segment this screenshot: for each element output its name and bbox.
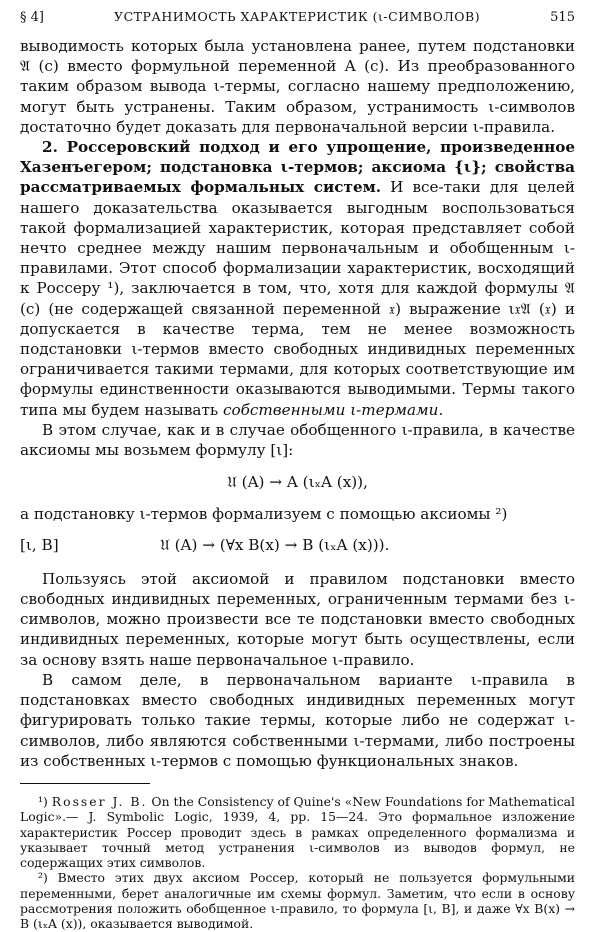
formula-expression: 𝔘 (A) → (∀x B(x) → B (ιₓA (x))). <box>160 535 390 554</box>
term-own-iota-terms: собственными ι-термами <box>222 400 439 419</box>
footnote-1 <box>20 794 575 870</box>
paragraph-6: В самом деле, в первоначальном варианте ι-правила в подстановках вместо свободных индивидных переменных могут фигурировать только такие термы, которые либо не содержат ι-символов, либо являются собственными ι-термами, либо построены из собственных ι-термов с помощью функциональных знаков. <box>20 670 575 770</box>
main-text <box>20 36 575 771</box>
paragraph-2-text: И все-таки для целей нашего доказательства оказывается выгодным воспользоваться такой формализацией характеристик, которая представляет собой нечто среднее между нашим первоначальным и обобщенным ι-правилами. Этот способ формализации характеристик, восходящий к Россеру ¹), заключается в том, что, хотя для каждой формулы 𝔄 (c) (не содержащей связанной переменной 𝔵) выражение ι𝔵𝔄 (𝔵) и допускается в качестве терма, тем не менее возможность подстановки ι-термов вместо свободных индивидных переменных ограничивается такими термами, для которых соответствующие им формулы единственности оказываются выводимыми. Термы такого типа мы будем называть <box>20 178 575 419</box>
footnote-divider <box>20 783 150 784</box>
subsection-heading: 2. Россеровский подход и его упрощение, произведенное Хазенъегером; подстановка ι-термов; аксиома {ι}; свойства рассматриваемых формальных систем. <box>20 138 575 197</box>
paragraph-2 <box>20 137 575 420</box>
formula-label: [ι, B] <box>20 535 59 554</box>
footnote-2-mark: ²) <box>38 870 48 886</box>
page-number: 515 <box>550 10 575 25</box>
paragraph-5: Пользуясь этой аксиомой и правилом подстановки вместо свободных индивидных переменных, ограниченным термами без ι-символов, можно произвести все те подстановки вместо свободных индивидных переменных, которые могут быть осуществлены, если за основу взять наше первоначальное ι-правило. <box>20 569 575 669</box>
section-marker: § 4] <box>20 10 44 25</box>
footnotes <box>20 794 575 932</box>
paragraph-3: В этом случае, как и в случае обобщенного ι-правила, в качестве аксиомы мы возьмем формулу [ι]: <box>20 420 575 460</box>
paragraph-1: выводимость которых была установлена ранее, путем подстановки 𝔄 (c) вместо формульной переменной A (c). Из преобразованного таким образом вывода ι-термы, согласно нашему предположению, могут быть устранены. Таким образом, устранимость ι-символов достаточно будет доказать для первоначальной версии ι-правила. <box>20 37 575 136</box>
running-title: УСТРАНИМОСТЬ ХАРАКТЕРИСТИК (ι-СИМВОЛОВ) <box>114 9 481 24</box>
paragraph-4: а подстановку ι-термов формализуем с помощью аксиомы ²) <box>20 505 508 524</box>
footnote-2 <box>20 870 575 931</box>
footnote-1-mark: ¹) <box>38 793 48 809</box>
paragraph-2-end: . <box>438 400 444 419</box>
footnote-2-text: Вместо этих двух аксиом Россер, который не пользуется формульными переменными, берет аналогичные им схемы формул. Заметим, что если в основу рассмотрения положить обобщенное ι-правило, то формула [ι, B], и даже ∀x B(x) → B (ιₓA (x)), оказывается выводимой. <box>20 870 575 932</box>
formula-iota-b-axiom <box>20 535 575 555</box>
footnote-1-author: Rosser J. B. <box>51 793 148 809</box>
footnote-1-text: On the Consistency of Quine's «New Foundations for Mathematical Logic».— J. Symbolic Logic, 1939, 4, pp. 15—24. Это формальное изложение характеристик Россер проводит здесь в рамках определенного формализма и указывает точный метод устранения ι-символов из выводов формул, не содержащих этих символов. <box>20 793 575 871</box>
formula-iota-axiom: 𝔘 (A) → A (ιₓA (x)), <box>227 473 368 492</box>
running-header <box>20 6 575 28</box>
